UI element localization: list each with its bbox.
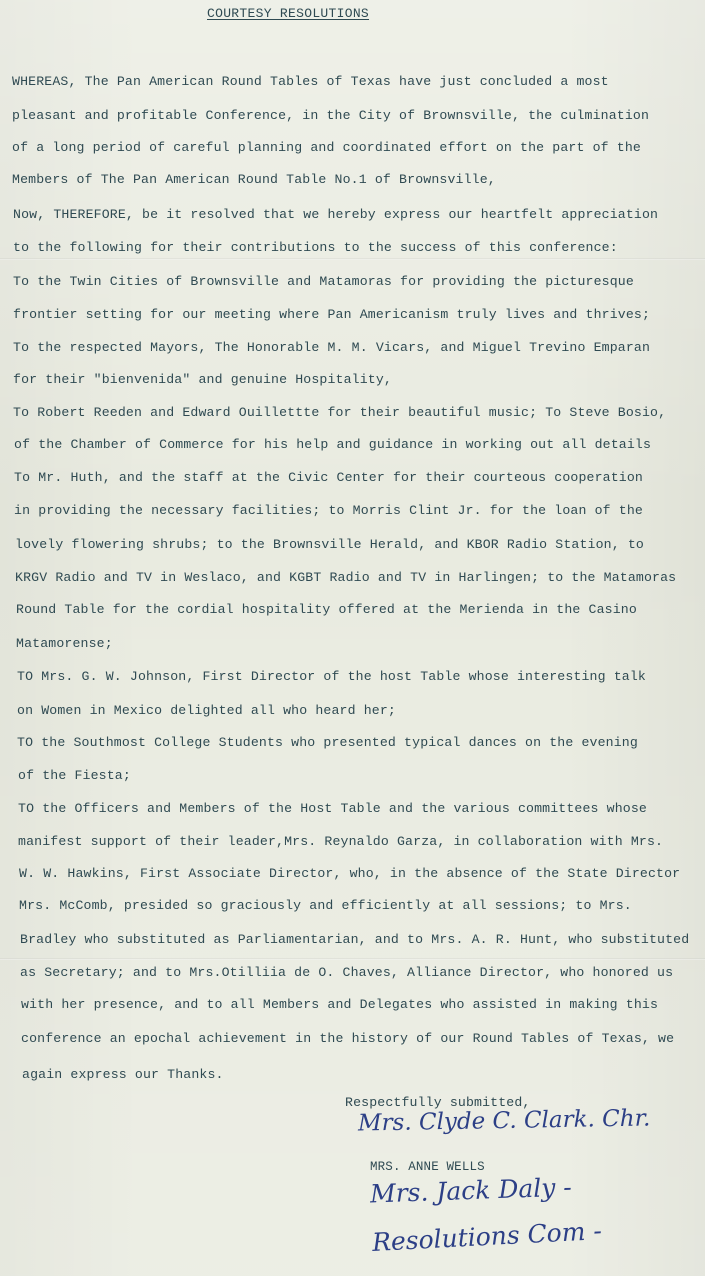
page-title: COURTESY RESOLUTIONS (207, 6, 370, 21)
closing-text: Respectfully submitted, (345, 1095, 531, 1110)
resolution-line: TO the Southmost College Students who presented typical dances on the evening (17, 735, 638, 750)
resolution-line: To Robert Reeden and Edward Ouillettte for their beautiful music; To Steve Bosio, (13, 405, 667, 420)
resolution-line: pleasant and profitable Conference, in the City of Brownsville, the culmination (12, 108, 650, 123)
resolution-line: Members of The Pan American Round Table No.1 of Brownsville, (12, 172, 496, 187)
resolution-line: TO Mrs. G. W. Johnson, First Director of the host Table whose interesting talk (17, 669, 646, 684)
resolution-line: WHEREAS, The Pan American Round Tables of Texas have just concluded a most (12, 74, 609, 89)
resolution-line: Mrs. McComb, presided so graciously and efficiently at all sessions; to Mrs. (19, 898, 632, 913)
resolution-line: To the respected Mayors, The Honorable M. M. Vicars, and Miguel Trevino Emparan (13, 340, 651, 355)
resolution-line: again express our Thanks. (22, 1067, 224, 1082)
resolution-line: to the following for their contributions to the success of this conference: (13, 240, 618, 255)
resolution-line: of the Fiesta; (18, 768, 131, 783)
resolution-line: Bradley who substituted as Parliamentarian, and to Mrs. A. R. Hunt, who substituted (20, 932, 690, 947)
resolution-line: To Mr. Huth, and the staff at the Civic Center for their courteous cooperation (14, 470, 643, 485)
resolution-line: of a long period of careful planning and coordinated effort on the part of the (12, 140, 641, 155)
resolution-line: for their "bienvenida" and genuine Hospitality, (13, 372, 392, 387)
typed-name: MRS. ANNE WELLS (370, 1160, 485, 1174)
resolution-line: on Women in Mexico delighted all who heard her; (17, 703, 396, 718)
resolution-line: TO the Officers and Members of the Host Table and the various committees whose (18, 801, 647, 816)
resolution-line: KRGV Radio and TV in Weslaco, and KGBT Radio and TV in Harlingen; to the Matamoras (15, 570, 677, 585)
resolution-line: Matamorense; (16, 636, 113, 651)
resolution-line: Round Table for the cordial hospitality offered at the Merienda in the Casino (16, 602, 637, 617)
resolution-line: in providing the necessary facilities; to Morris Clint Jr. for the loan of the (14, 503, 643, 518)
paper-fold-line (0, 258, 705, 260)
signature-committee: Resolutions Com - (371, 1216, 603, 1257)
resolution-line: W. W. Hawkins, First Associate Director, who, in the absence of the State Director (19, 866, 681, 881)
resolution-line: lovely flowering shrubs; to the Brownsville Herald, and KBOR Radio Station, to (15, 537, 644, 552)
resolution-line: as Secretary; and to Mrs.Otilliia de O. Chaves, Alliance Director, who honored us (20, 965, 674, 980)
resolution-line: To the Twin Cities of Brownsville and Matamoras for providing the picturesque (13, 274, 634, 289)
resolution-line: frontier setting for our meeting where Pan Americanism truly lives and thrives; (13, 307, 651, 322)
paper-fold-line (0, 958, 705, 960)
resolution-line: manifest support of their leader,Mrs. Reynaldo Garza, in collaboration with Mrs. (18, 834, 664, 849)
resolution-line: Now, THEREFORE, be it resolved that we hereby express our heartfelt appreciation (13, 207, 659, 222)
resolution-line: conference an epochal achievement in the history of our Round Tables of Texas, we (21, 1031, 675, 1046)
resolution-line: with her presence, and to all Members and Delegates who assisted in making this (21, 997, 659, 1012)
signature-member: Mrs. Jack Daly - (369, 1172, 573, 1209)
resolution-line: of the Chamber of Commerce for his help and guidance in working out all details (14, 437, 652, 452)
signature-chair: Mrs. Clyde C. Clark. Chr. (357, 1105, 651, 1137)
